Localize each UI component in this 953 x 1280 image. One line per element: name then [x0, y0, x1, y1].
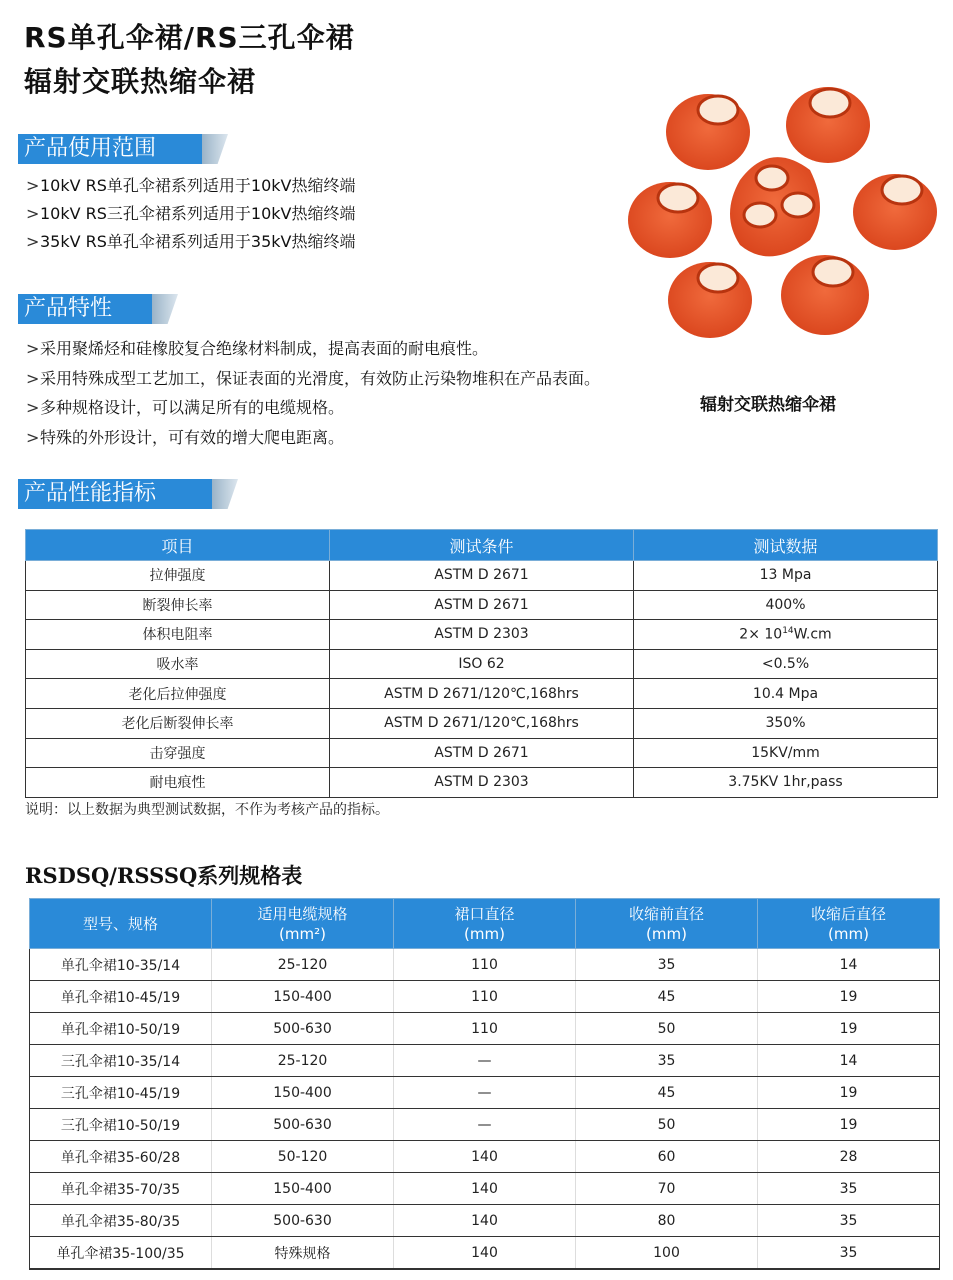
- table-row: 耐电痕性 ASTM D 2303 3.75KV 1hr,pass: [26, 768, 938, 798]
- table-cell: 150-400: [212, 1173, 394, 1205]
- list-item: >多种规格设计，可以满足所有的电缆规格。: [26, 398, 345, 417]
- table-cell: 35: [758, 1205, 940, 1237]
- product-image: [620, 70, 950, 370]
- column-header: 项目: [26, 530, 330, 561]
- shed-mid-left: [628, 182, 712, 258]
- table-cell: 35: [576, 1045, 758, 1077]
- table-row: [30, 1045, 940, 1077]
- table-note: 说明：以上数据为典型测试数据，不作为考核产品的指标。: [25, 802, 389, 818]
- shed-bottom-left: [668, 262, 752, 338]
- list-item: >采用聚烯烃和硅橡胶复合绝缘材料制成，提高表面的耐电痕性。: [26, 339, 489, 358]
- table-row: 击穿强度 ASTM D 2671 15KV/mm: [26, 738, 938, 768]
- table-cell: 19: [758, 1109, 940, 1141]
- table-row: 老化后拉伸强度 ASTM D 2671/120℃,168hrs 10.4 Mpa: [26, 679, 938, 709]
- table-cell: 50: [576, 1013, 758, 1045]
- column-header: 测试数据: [634, 530, 938, 561]
- table-cell: 单孔伞裙35-100/35: [30, 1237, 212, 1270]
- list-item: >10kV RS单孔伞裙系列适用于10kV热缩终端: [26, 176, 356, 195]
- page-title-line2: 辐射交联热缩伞裙: [24, 65, 257, 98]
- list-item: >10kV RS三孔伞裙系列适用于10kV热缩终端: [26, 204, 356, 223]
- table-cell: 三孔伞裙10-45/19: [30, 1077, 212, 1109]
- table-cell: 70: [576, 1173, 758, 1205]
- heading-shade: [212, 479, 238, 509]
- usage-list: [26, 172, 356, 256]
- table-row: [30, 1141, 940, 1173]
- table-row: [30, 1237, 940, 1270]
- table-cell: —: [394, 1077, 576, 1109]
- table-cell: 150-400: [212, 1077, 394, 1109]
- table-cell: 140: [394, 1205, 576, 1237]
- image-caption: 辐射交联热缩伞裙: [700, 395, 836, 415]
- table-header-row: [30, 899, 940, 949]
- table-cell: 19: [758, 1013, 940, 1045]
- table-cell: 25-120: [212, 949, 394, 981]
- table-cell: 110: [394, 1013, 576, 1045]
- table-cell: 19: [758, 1077, 940, 1109]
- table-cell: 28: [758, 1141, 940, 1173]
- table-row: [30, 1205, 940, 1237]
- table-cell: 110: [394, 949, 576, 981]
- column-header: 适用电缆规格 (mm²): [212, 899, 394, 949]
- heading-shade: [202, 134, 228, 164]
- shed-top-left: [666, 94, 750, 170]
- table-cell: 50: [576, 1109, 758, 1141]
- column-header: 收缩后直径 (mm): [758, 899, 940, 949]
- table-cell: 35: [758, 1237, 940, 1270]
- table-cell: 45: [576, 981, 758, 1013]
- table-row: [30, 949, 940, 981]
- table-row: [30, 1109, 940, 1141]
- spec-table: [29, 898, 940, 1270]
- column-header: 测试条件: [330, 530, 634, 561]
- table-cell: 140: [394, 1173, 576, 1205]
- section-heading-features: 产品特性: [18, 294, 178, 324]
- table-cell: 14: [758, 949, 940, 981]
- table-cell: 140: [394, 1141, 576, 1173]
- table-cell: 50-120: [212, 1141, 394, 1173]
- heading-shade: [152, 294, 178, 324]
- table-cell: —: [394, 1045, 576, 1077]
- table-row: [30, 1013, 940, 1045]
- table-cell: 特殊规格: [212, 1237, 394, 1270]
- table-row: 拉伸强度 ASTM D 2671 13 Mpa: [26, 561, 938, 591]
- column-header: 收缩前直径 (mm): [576, 899, 758, 949]
- table-row: 体积电阻率 ASTM D 2303 $2\times 10^{14}W.cm$: [26, 620, 938, 650]
- table-cell: 35: [758, 1173, 940, 1205]
- table-row: [30, 981, 940, 1013]
- table-cell: 500-630: [212, 1109, 394, 1141]
- table-cell: 60: [576, 1141, 758, 1173]
- table-cell: 500-630: [212, 1205, 394, 1237]
- list-item: >采用特殊成型工艺加工，保证表面的光滑度，有效防止污染物堆积在产品表面。: [26, 368, 601, 388]
- shed-mid-right: [853, 174, 937, 250]
- table-cell: 单孔伞裙35-70/35: [30, 1173, 212, 1205]
- table-cell: 19: [758, 981, 940, 1013]
- list-item: >特殊的外形设计，可有效的增大爬电距离。: [26, 427, 345, 447]
- table-cell: 单孔伞裙10-50/19: [30, 1013, 212, 1045]
- table-cell: 35: [576, 949, 758, 981]
- table-cell: 45: [576, 1077, 758, 1109]
- column-header: 裙口直径 (mm): [394, 899, 576, 949]
- table-cell: 100: [576, 1237, 758, 1270]
- table-cell: 三孔伞裙10-50/19: [30, 1109, 212, 1141]
- shed-bottom-right: [781, 255, 869, 335]
- table-cell: 80: [576, 1205, 758, 1237]
- three-hole-shed: [730, 157, 820, 256]
- table-row: [30, 1173, 940, 1205]
- table-row: 吸水率 ISO 62 <0.5%: [26, 649, 938, 679]
- table-row: 老化后断裂伸长率 ASTM D 2671/120℃,168hrs 350%: [26, 708, 938, 738]
- page-title-line1: RS单孔伞裙/RS三孔伞裙: [24, 21, 355, 54]
- features-list: [26, 334, 600, 452]
- table-cell: 25-120: [212, 1045, 394, 1077]
- list-item: >35kV RS单孔伞裙系列适用于35kV热缩终端: [26, 232, 356, 251]
- section-heading-usage: 产品使用范围: [18, 134, 228, 164]
- spec-table-title: RSDSQ/RSSSQ系列规格表: [25, 863, 303, 888]
- table-cell: 单孔伞裙10-45/19: [30, 981, 212, 1013]
- table-cell: 140: [394, 1237, 576, 1270]
- table-header-row: [26, 530, 938, 561]
- table-cell: —: [394, 1109, 576, 1141]
- performance-table: [25, 529, 938, 798]
- table-row: 断裂伸长率 ASTM D 2671 400%: [26, 590, 938, 620]
- table-cell: 110: [394, 981, 576, 1013]
- table-cell: 150-400: [212, 981, 394, 1013]
- table-cell: 单孔伞裙35-80/35: [30, 1205, 212, 1237]
- table-cell: 三孔伞裙10-35/14: [30, 1045, 212, 1077]
- table-cell: 14: [758, 1045, 940, 1077]
- table-cell: 单孔伞裙35-60/28: [30, 1141, 212, 1173]
- table-cell: 单孔伞裙10-35/14: [30, 949, 212, 981]
- table-cell: 500-630: [212, 1013, 394, 1045]
- table-row: [30, 1077, 940, 1109]
- section-heading-performance: 产品性能指标: [18, 479, 238, 509]
- column-header: 型号、规格: [30, 899, 212, 949]
- shed-top-right: [786, 87, 870, 163]
